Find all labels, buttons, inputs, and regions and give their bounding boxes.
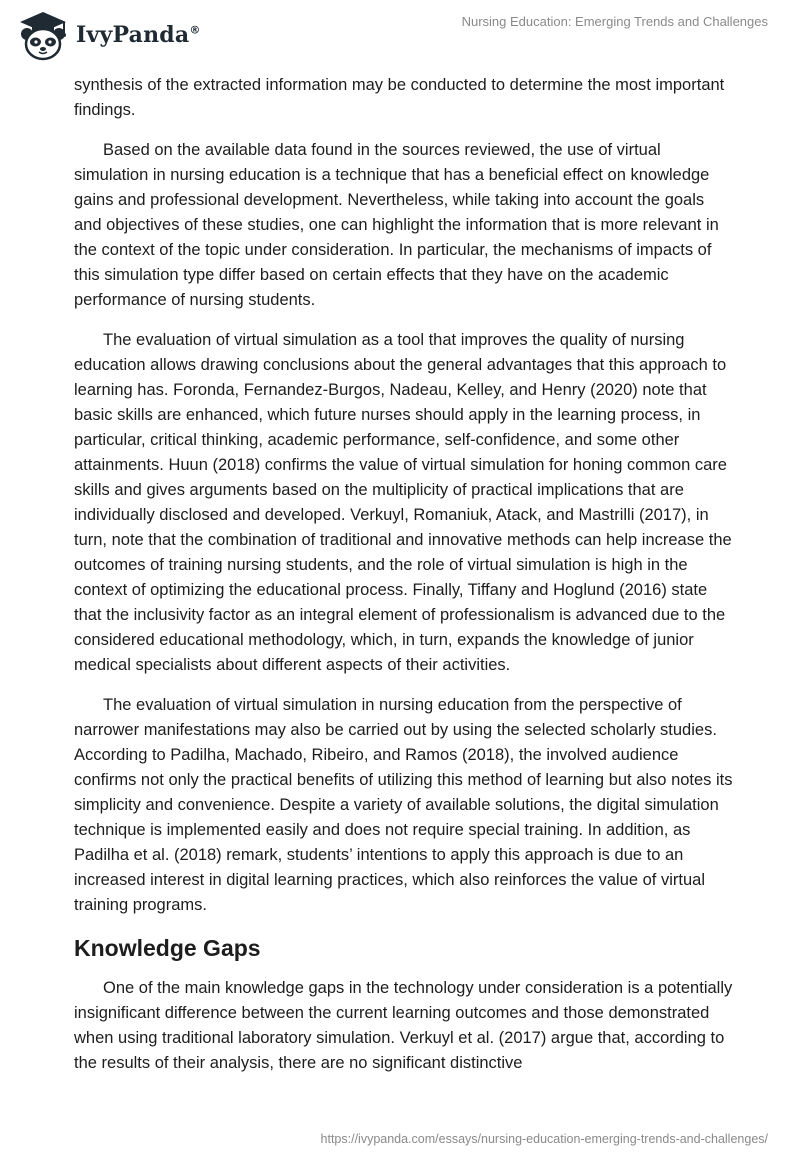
- essay-body: [74, 73, 734, 1091]
- paragraph: One of the main knowledge gaps in the technology under consideration is a potentially insignificant difference between the current learning outcomes and those demonstrated when using traditional laboratory simulation. Verkuyl et al. (2017) argue that, according to the results of their analysis, there are no significant distinctive: [74, 979, 733, 1072]
- document-title: Nursing Education: Emerging Trends and Challenges: [461, 14, 768, 29]
- registered-mark: ®: [189, 23, 201, 37]
- paragraph: The evaluation of virtual simulation as a tool that improves the quality of nursing education allows drawing conclusions about the general advantages that this approach to learning has. Foronda, Fernandez-Burgos, Nadeau, Kelley, and Henry (2020) note that basic skills are enhanced, which future nurses should apply in the learning process, in particular, critical thinking, academic performance, self-confidence, and some other attainments. Huun (2018) confirms the value of virtual simulation for honing common care skills and gives arguments based on the multiplicity of practical implications that are individually disclosed and developed. Verkuyl, Romaniuk, Atack, and Mastrilli (2017), in turn, note that the combination of traditional and innovative methods can help increase the outcomes of training nursing students, and the role of virtual simulation is high in the context of optimizing the educational process. Finally, Tiffany and Hoglund (2016) state that the inclusivity factor as an integral element of professionalism is advanced due to the considered educational methodology, which, in turn, expands the knowledge of junior medical specialists about different aspects of their activities.: [74, 331, 732, 674]
- paragraph: synthesis of the extracted information may be conducted to determine the most important findings.: [74, 76, 725, 119]
- paragraph: Based on the available data found in the sources reviewed, the use of virtual simulation in nursing education is a technique that has a beneficial effect on knowledge gains and professional development. Nevertheless, while taking into account the goals and objectives of these studies, one can highlight the information that is more relevant in the context of the topic under consideration. In particular, the mechanisms of impacts of this simulation type differ based on certain effects that they have on the academic performance of nursing students.: [74, 141, 719, 309]
- section-heading-knowledge-gaps: Knowledge Gaps: [74, 935, 261, 961]
- panda-graduate-icon: [14, 8, 72, 62]
- source-url[interactable]: https://ivypanda.com/essays/nursing-education-emerging-trends-and-challenges/: [320, 1132, 768, 1146]
- paragraph: The evaluation of virtual simulation in nursing education from the perspective of narrower manifestations may also be carried out by using the selected scholarly studies. According to Padilha, Machado, Ribeiro, and Ramos (2018), the involved audience confirms not only the practical benefits of utilizing this method of learning but also notes its simplicity and convenience. Despite a variety of available solutions, the digital simulation technique is implemented easily and does not require special training. In addition, as Padilha et al. (2018) remark, students’ intentions to apply this approach is due to an increased interest in digital learning practices, which also reinforces the value of virtual training programs.: [74, 696, 733, 914]
- page-header: [0, 0, 800, 70]
- ivypanda-logo[interactable]: [14, 8, 201, 62]
- brand-name: IvyPanda®: [76, 22, 201, 48]
